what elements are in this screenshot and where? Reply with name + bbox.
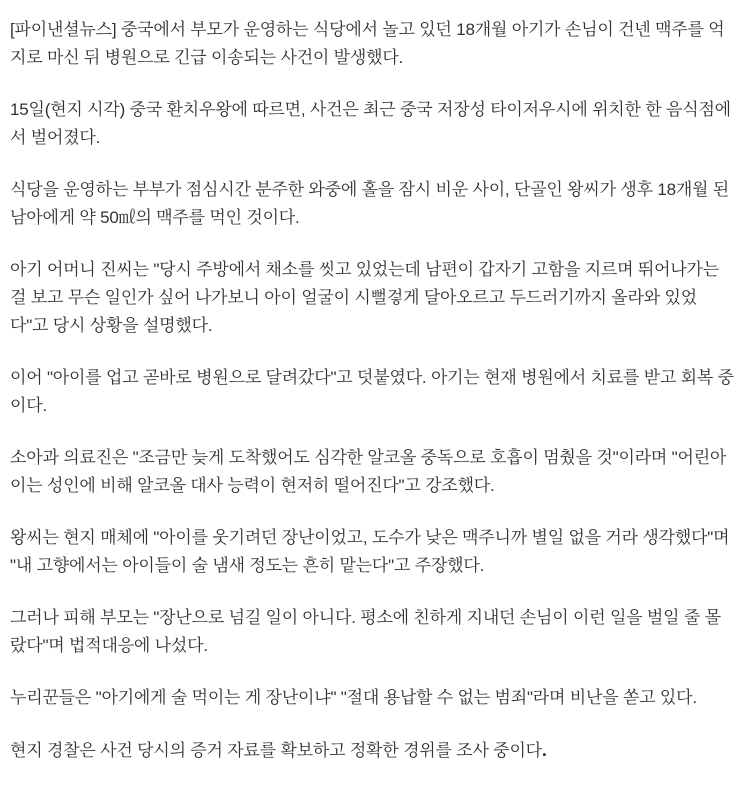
article-paragraph: 그러나 피해 부모는 "장난으로 넘길 일이 아니다. 평소에 친하게 지내던 손님이 이런 일을 벌일 줄 몰랐다"며 법적대응에 나섰다. [10,608,721,655]
article-paragraph: 누리꾼들은 "아기에게 술 먹이는 게 장난이냐" "절대 용납할 수 없는 범죄"라며 비난을 쏟고 있다. [10,688,697,707]
article-paragraph: 아기 어머니 진씨는 "당시 주방에서 채소를 씻고 있었는데 남편이 갑자기 고함을 지르며 뛰어나가는 걸 보고 무슨 일인가 싶어 나가보니 아이 얼굴이 시뻘겋게 달아오르고 두드러기까지 올라와 있었다"고 당시 상황을 설명했다. [10,260,719,335]
article-paragraph: [파이낸셜뉴스] 중국에서 부모가 운영하는 식당에서 놀고 있던 18개월 아기가 손님이 건넨 맥주를 억지로 마신 뒤 병원으로 긴급 이송되는 사건이 발생했다. [10,20,725,67]
article-paragraph-text: 현지 경찰은 사건 당시의 증거 자료를 확보하고 정확한 경위를 조사 중이다 [10,741,542,760]
article-paragraph [10,736,735,765]
article-paragraph: 이어 "아이를 업고 곧바로 병원으로 달려갔다"고 덧붙였다. 아기는 현재 병원에서 치료를 받고 회복 중이다. [10,368,734,415]
article-paragraph: 소아과 의료진은 "조금만 늦게 도착했어도 심각한 알코올 중독으로 호흡이 멈췄을 것"이라며 "어린아이는 성인에 비해 알코올 대사 능력이 현저히 떨어진다"고 강조했다. [10,448,727,495]
article-paragraph: 왕씨는 현지 매체에 "아이를 웃기려던 장난이었고, 도수가 낮은 맥주니까 별일 없을 거라 생각했다"며 "내 고향에서는 아이들이 술 냄새 정도는 흔히 맡는다"고 주장했다. [10,528,730,575]
article-paragraph: 식당을 운영하는 부부가 점심시간 분주한 와중에 홀을 잠시 비운 사이, 단골인 왕씨가 생후 18개월 된 남아에게 약 50㎖의 맥주를 먹인 것이다. [10,180,730,227]
article-end-mark: . [541,740,547,760]
article-paragraph: 15일(현지 시각) 중국 환치우왕에 따르면, 사건은 최근 중국 저장성 타이저우시에 위치한 한 음식점에서 벌어졌다. [10,100,731,147]
